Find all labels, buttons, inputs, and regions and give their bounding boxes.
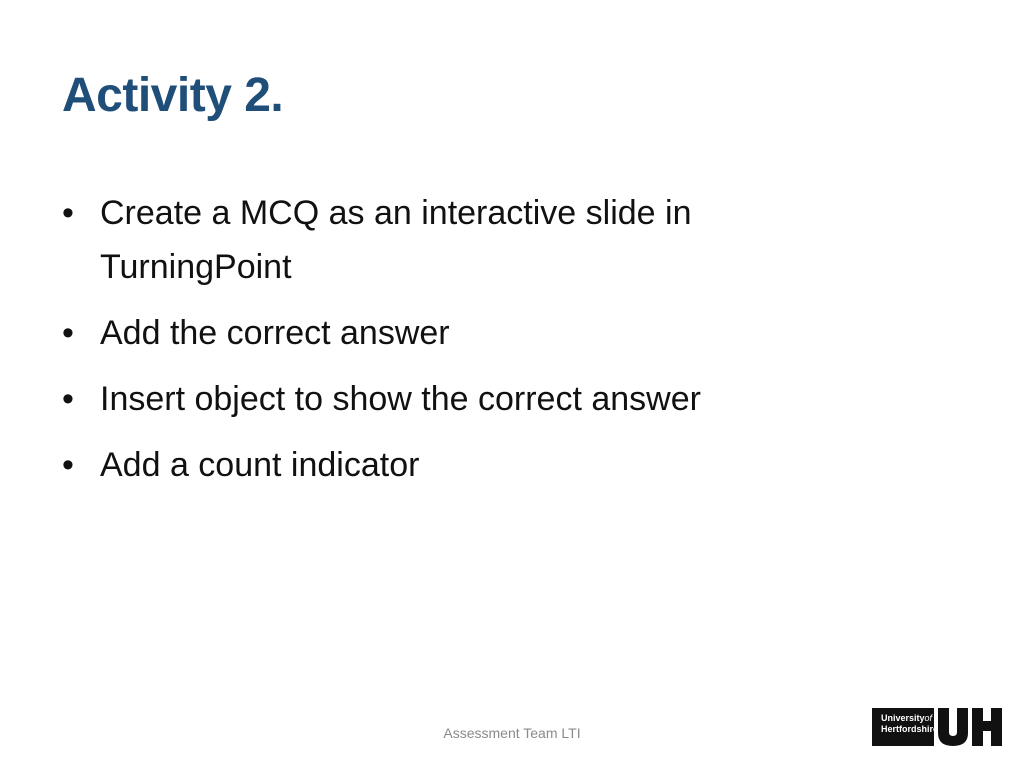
logo-line-university: University	[881, 713, 925, 723]
bullet-text: Insert object to show the correct answer	[100, 380, 701, 418]
logo-line-hertfordshire: Hertfordshire	[881, 724, 939, 734]
logo-wordmark	[872, 708, 939, 746]
bullet-item	[62, 372, 882, 426]
bullet-text: Create a MCQ as an interactive slide in TurningPoint	[100, 194, 692, 286]
bullet-icon: •	[62, 314, 74, 352]
bullet-list	[62, 186, 882, 504]
bullet-icon: •	[62, 380, 74, 418]
footer-text: Assessment Team LTI	[443, 725, 581, 741]
bullet-text: Add the correct answer	[100, 314, 450, 352]
bullet-icon: •	[62, 446, 74, 484]
uh-letters-icon	[936, 708, 1004, 746]
bullet-item	[62, 438, 882, 492]
bullet-icon: •	[62, 194, 74, 232]
university-logo	[872, 708, 1004, 746]
bullet-item	[62, 186, 882, 294]
slide-title: Activity 2.	[62, 69, 284, 122]
bullet-text: Add a count indicator	[100, 446, 420, 484]
logo-line-of: of	[924, 713, 933, 723]
bullet-item	[62, 306, 882, 360]
